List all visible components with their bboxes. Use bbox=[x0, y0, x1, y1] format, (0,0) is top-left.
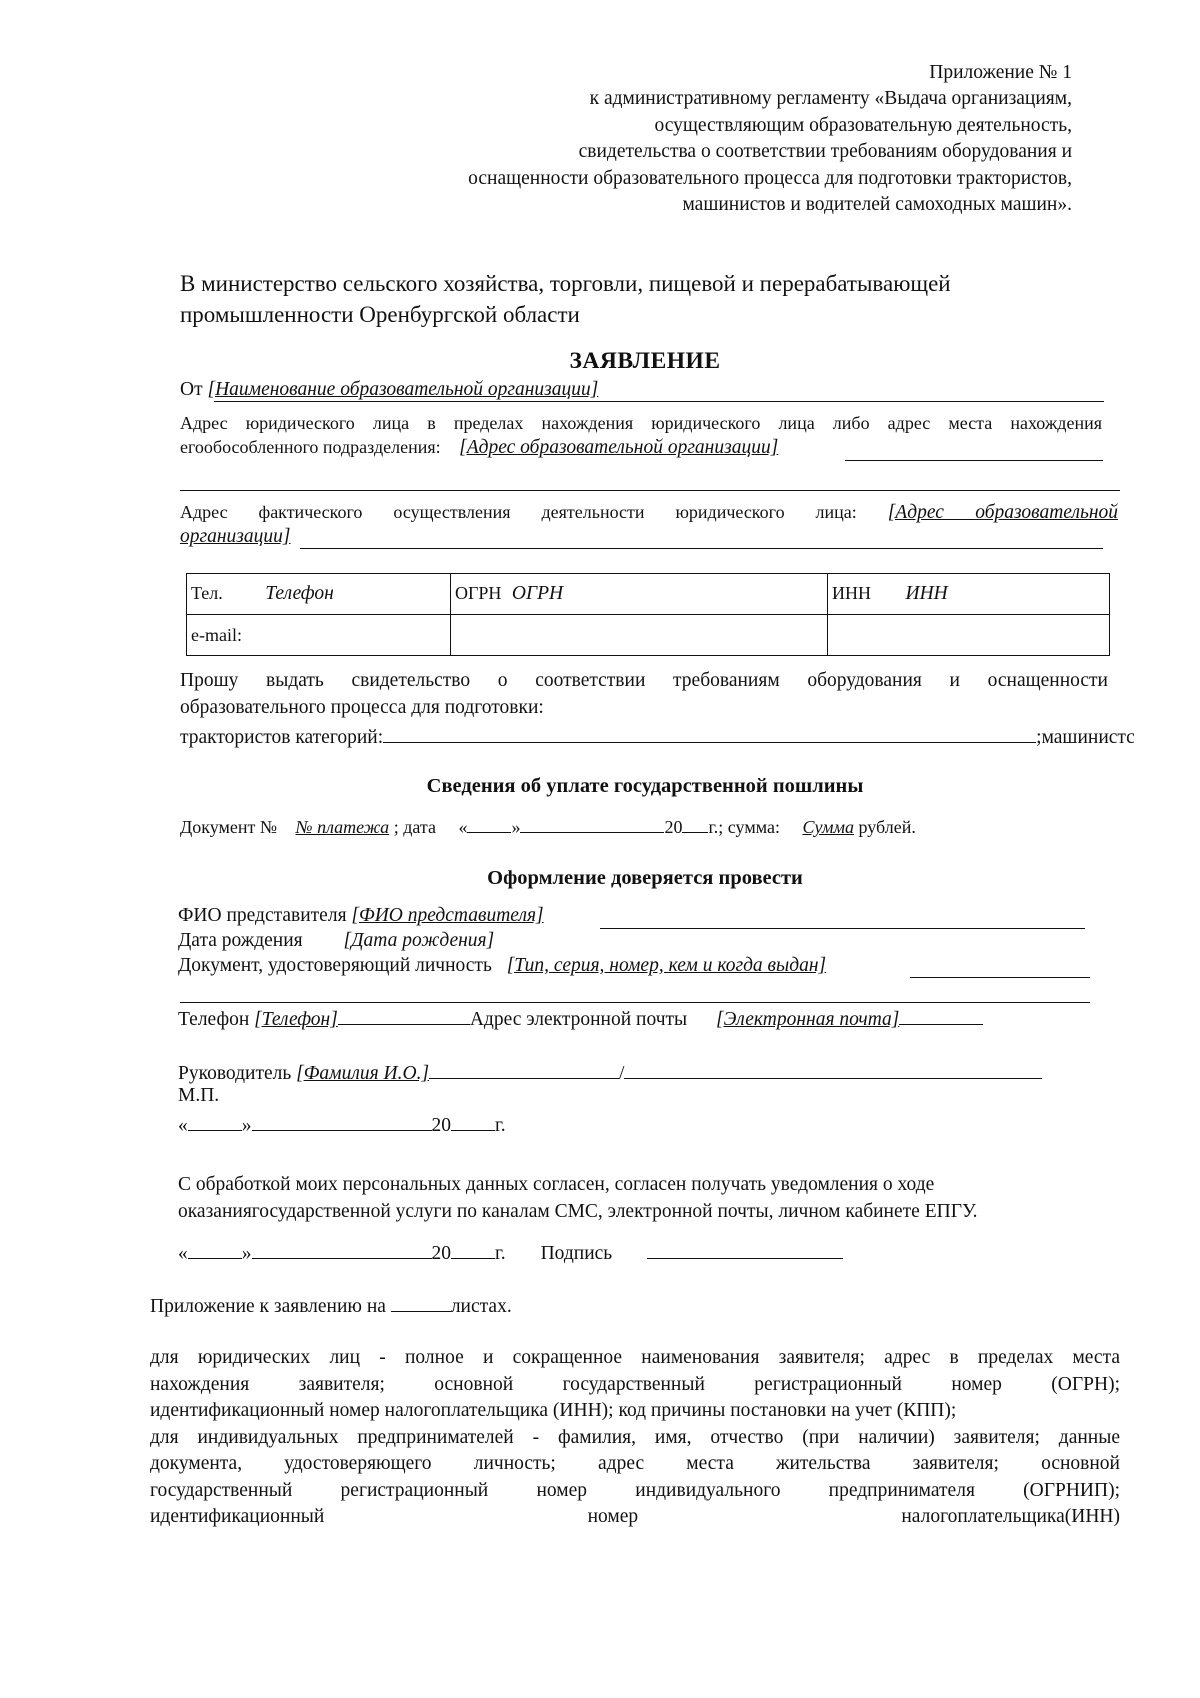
notes-line: для юридических лиц - полное и сокращенное наименования заявителя; адрес в пределах места bbox=[150, 1347, 1120, 1368]
addressee-line: В министерство сельского хозяйства, торговли, пищевой и перерабатывающей bbox=[180, 271, 951, 296]
request-line3-tail: ;машинистс bbox=[1036, 727, 1135, 748]
payment-line bbox=[180, 814, 1120, 838]
from-line bbox=[180, 379, 1100, 401]
legal-address-label: егообособленного подразделения: bbox=[180, 437, 441, 457]
notes-line: документа, удостоверяющего личность; адрес места жительства заявителя; основной bbox=[150, 1453, 1120, 1474]
actual-address-underline bbox=[300, 548, 1103, 549]
from-underline bbox=[214, 401, 1104, 402]
birth-date-field[interactable]: [Дата рождения] bbox=[343, 930, 495, 951]
representative-heading: Оформление доверяется провести bbox=[487, 867, 803, 889]
tel-cell bbox=[187, 574, 451, 615]
birth-label: Дата рождения bbox=[178, 930, 303, 951]
consent-signature-field[interactable] bbox=[647, 1240, 843, 1259]
id-underline bbox=[910, 977, 1090, 978]
actual-address-label: Адрес фактического осуществления деятельности юридического лица: bbox=[180, 502, 857, 522]
table-row bbox=[187, 615, 1110, 656]
fio-underline bbox=[600, 928, 1085, 929]
consent-month-field[interactable] bbox=[252, 1240, 432, 1259]
payment-number-field[interactable]: № платежа bbox=[295, 817, 390, 837]
head-label: Руководитель bbox=[178, 1063, 292, 1084]
legal-address-field[interactable]: [Адрес образовательной организации] bbox=[459, 437, 779, 458]
actual-address-field-cont[interactable]: организации] bbox=[180, 526, 291, 547]
appendix-line: свидетельства о соответствии требованиям оборудования и bbox=[578, 141, 1072, 163]
consent-day-field[interactable] bbox=[188, 1240, 242, 1259]
quote-open: « bbox=[458, 817, 468, 837]
attachment-prefix: Приложение к заявлению на bbox=[150, 1296, 386, 1317]
representative-id-line bbox=[178, 955, 1108, 977]
actual-address-field[interactable]: [Адрес образовательной bbox=[887, 502, 1118, 523]
representative-birth-line bbox=[178, 930, 1108, 952]
payment-date-label: ; дата bbox=[393, 817, 436, 837]
slash-separator: / bbox=[619, 1063, 625, 1084]
phone-field[interactable]: [Телефон] bbox=[254, 1009, 338, 1030]
representative-fio-line bbox=[178, 905, 1108, 927]
quote-open: « bbox=[178, 1115, 188, 1136]
consent-line: С обработкой моих персональных данных согласен, согласен получать уведомления о ходе bbox=[178, 1174, 935, 1195]
appendix-line: машинистов и водителей самоходных машин». bbox=[682, 194, 1072, 216]
payment-sum-label: г.; сумма: bbox=[708, 817, 780, 837]
appendix-line: Приложение № 1 bbox=[929, 62, 1072, 83]
attachment-line bbox=[150, 1293, 512, 1318]
consent-year-field[interactable] bbox=[451, 1240, 495, 1259]
email-underline bbox=[899, 1006, 983, 1025]
email-cell bbox=[187, 615, 451, 656]
tractor-categories-field[interactable] bbox=[383, 724, 1036, 743]
sign-label: Подпись bbox=[540, 1243, 613, 1264]
quote-close: » bbox=[241, 1243, 252, 1264]
quote-close: » bbox=[241, 1115, 252, 1136]
legal-address-line2 bbox=[180, 437, 1102, 459]
appendix-header bbox=[332, 60, 1072, 218]
id-document-field[interactable]: [Тип, серия, номер, кем и когда выдан] bbox=[506, 955, 827, 976]
quote-open: « bbox=[178, 1243, 188, 1264]
currency-label: рублей. bbox=[858, 817, 916, 837]
ogrn-field[interactable]: ОГРН bbox=[511, 583, 564, 604]
consent-line: оказаниягосударственной услуги по каналам СМС, электронной почты, личном кабинете ЕПГУ. bbox=[178, 1200, 978, 1222]
head-name-underline bbox=[429, 1060, 619, 1079]
payment-doc-label: Документ № bbox=[180, 817, 278, 837]
phone-label: Телефон bbox=[178, 1009, 250, 1030]
payment-month-field[interactable] bbox=[520, 814, 664, 833]
consent-date-line bbox=[178, 1240, 843, 1265]
stamp-label: М.П. bbox=[178, 1085, 220, 1106]
addressee bbox=[180, 268, 1060, 330]
consent-text bbox=[178, 1172, 1118, 1225]
phone-underline bbox=[338, 1006, 470, 1025]
fio-label: ФИО представителя bbox=[178, 905, 347, 926]
quote-close: » bbox=[511, 817, 521, 837]
appendix-line: оснащенности образовательного процесса для подготовки трактористов, bbox=[468, 167, 1072, 189]
actual-address-line1 bbox=[180, 502, 1118, 524]
request-line3 bbox=[180, 724, 1190, 749]
year-suffix: г. bbox=[495, 1243, 506, 1264]
tel-label: Тел. bbox=[191, 583, 223, 603]
email-address-field[interactable]: [Электронная почта] bbox=[716, 1009, 900, 1030]
notes-line: для индивидуальных предпринимателей - фамилия, имя, отчество (при наличии) заявителя; данные bbox=[150, 1426, 1120, 1448]
notes-line: нахождения заявителя; основной государственный регистрационный номер (ОГРН); bbox=[150, 1373, 1120, 1395]
ogrn-cell bbox=[451, 574, 828, 615]
empty-cell[interactable] bbox=[451, 615, 828, 656]
document-title: ЗАЯВЛЕНИЕ bbox=[569, 348, 721, 374]
actual-address-line2 bbox=[180, 526, 1100, 548]
signature-date-line bbox=[178, 1112, 506, 1137]
ogrn-label: ОГРН bbox=[455, 583, 502, 603]
head-name-field[interactable]: [Фамилия И.О.] bbox=[296, 1063, 430, 1084]
year-suffix: г. bbox=[495, 1115, 506, 1136]
applicant-notes bbox=[150, 1345, 1120, 1531]
inn-cell bbox=[828, 574, 1110, 615]
fio-field[interactable]: [ФИО представителя] bbox=[351, 905, 544, 926]
attachment-pages-field[interactable] bbox=[391, 1293, 451, 1312]
appendix-line: осуществляющим образовательную деятельность, bbox=[654, 114, 1072, 136]
id-document-label: Документ, удостоверяющий личность bbox=[178, 955, 492, 976]
signature-day-field[interactable] bbox=[188, 1112, 242, 1131]
year-prefix: 20 bbox=[431, 1115, 451, 1136]
email-label: e-mail: bbox=[191, 624, 242, 645]
notes-line: государственный регистрационный номер индивидуального предпринимателя (ОГРНИП); bbox=[150, 1479, 1120, 1501]
inn-label: ИНН bbox=[832, 583, 871, 603]
legal-address-underline bbox=[845, 460, 1103, 461]
payment-year-field[interactable] bbox=[682, 814, 708, 833]
appendix-line: к административному регламенту «Выдача организациям, bbox=[589, 88, 1072, 110]
payment-heading: Сведения об уплате государственной пошлины bbox=[426, 775, 864, 797]
attachment-suffix: листах. bbox=[450, 1296, 512, 1317]
tel-field[interactable]: Телефон bbox=[265, 583, 334, 604]
year-prefix: 20 bbox=[664, 817, 683, 837]
table-row bbox=[187, 574, 1110, 615]
contacts-table bbox=[186, 573, 1110, 656]
organization-name-field[interactable]: [Наименование образовательной организации] bbox=[207, 379, 599, 400]
signature-year-field[interactable] bbox=[451, 1112, 495, 1131]
inn-field[interactable]: ИНН bbox=[905, 583, 948, 604]
payment-sum-field[interactable]: Сумма bbox=[802, 817, 855, 837]
head-signature-field[interactable] bbox=[624, 1060, 1042, 1079]
request-line2: образовательного процесса для подготовки: bbox=[180, 697, 544, 718]
request-line1: Прошу выдать свидетельство о соответствии требованиям оборудования и оснащенности bbox=[180, 670, 1108, 691]
addressee-line: промышленности Оренбургской области bbox=[180, 302, 580, 327]
payment-day-field[interactable] bbox=[467, 814, 511, 833]
blank-line bbox=[180, 1002, 1090, 1003]
legal-address-line1: Адрес юридического лица в пределах нахождения юридического лица либо адрес места нахождения bbox=[180, 413, 1102, 433]
signature-month-field[interactable] bbox=[252, 1112, 432, 1131]
notes-line: идентификационный номер налогоплательщика (ИНН); код причины постановки на учет (КПП); bbox=[150, 1400, 957, 1421]
representative-contacts-line bbox=[178, 1006, 1108, 1031]
empty-cell[interactable] bbox=[828, 615, 1110, 656]
from-label: От bbox=[180, 379, 203, 400]
head-signature-line bbox=[178, 1060, 1108, 1085]
year-prefix: 20 bbox=[431, 1243, 451, 1264]
email-address-label: Адрес электронной почты bbox=[469, 1009, 688, 1030]
tractor-categories-label: трактористов категорий: bbox=[180, 727, 384, 748]
notes-line: идентификационный номер налогоплательщика(ИНН) bbox=[150, 1506, 1120, 1527]
blank-line bbox=[180, 490, 1120, 491]
